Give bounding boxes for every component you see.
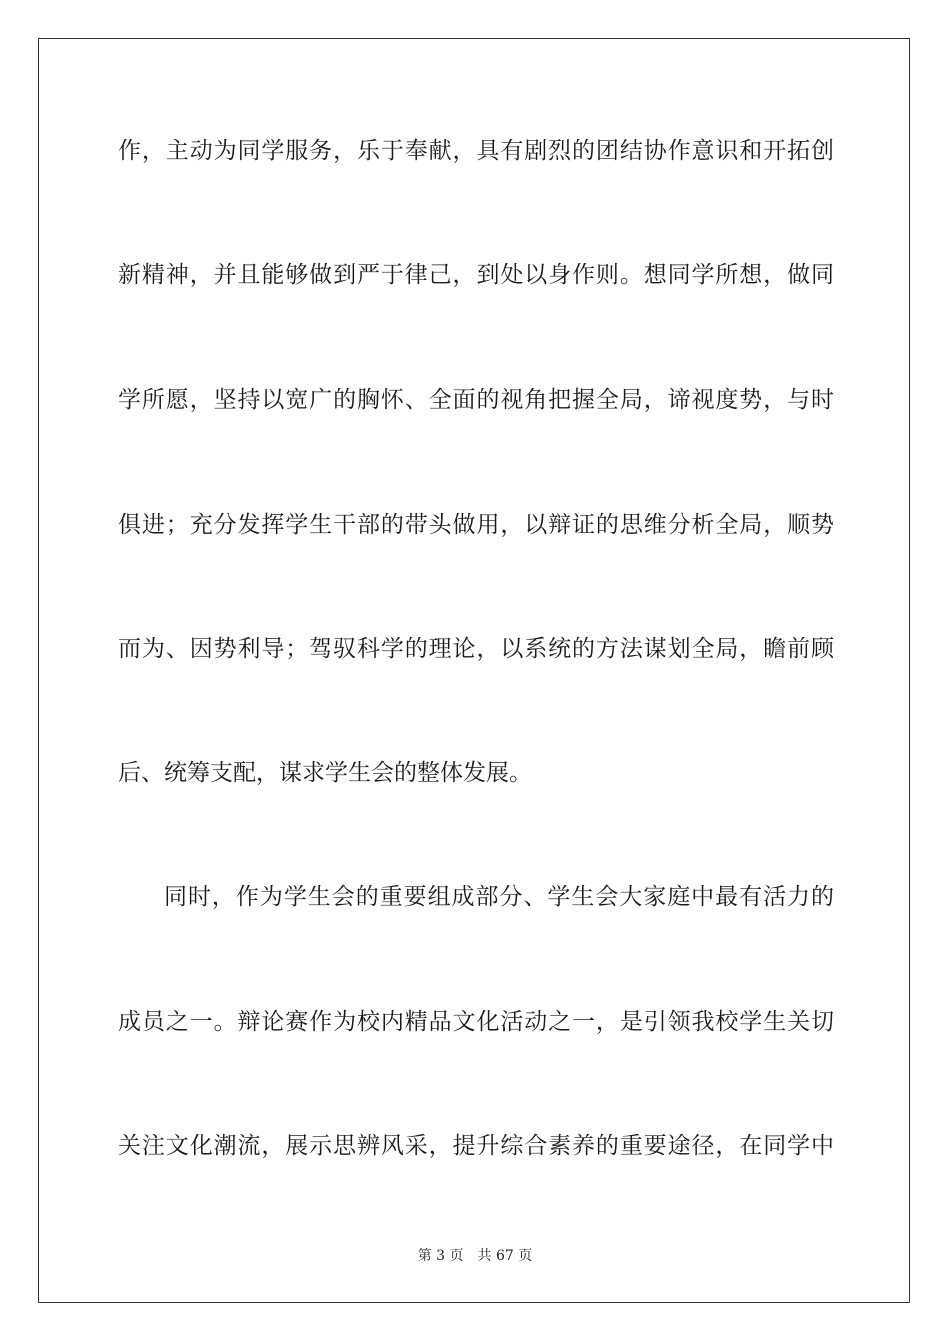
page-border — [38, 38, 910, 1303]
text-line-8: 成员之一。辩论赛作为校内精品文化活动之一，是引领我校学生关切 — [118, 1009, 834, 1035]
text-line-3: 学所愿，坚持以宽广的胸怀、全面的视角把握全局，谛视度势，与时 — [118, 387, 834, 413]
text-line-1: 作，主动为同学服务，乐于奉献，具有剧烈的团结协作意识和开拓创 — [118, 138, 834, 164]
text-line-7: 同时，作为学生会的重要组成部分、学生会大家庭中最有活力的 — [164, 884, 834, 910]
text-line-5: 而为、因势利导；驾驭科学的理论，以系统的方法谋划全局，瞻前顾 — [118, 636, 834, 662]
text-line-4: 俱进；充分发挥学生干部的带头做用，以辩证的思维分析全局，顺势 — [118, 512, 834, 538]
text-line-2: 新精神，并且能够做到严于律己，到处以身作则。想同学所想，做同 — [118, 262, 834, 288]
text-line-9: 关注文化潮流，展示思辨风采，提升综合素养的重要途径，在同学中 — [118, 1133, 834, 1159]
page-number-footer: 第 3 页 共 67 页 — [417, 1248, 533, 1264]
text-line-6: 后、统筹支配，谋求学生会的整体发展。 — [118, 760, 532, 786]
